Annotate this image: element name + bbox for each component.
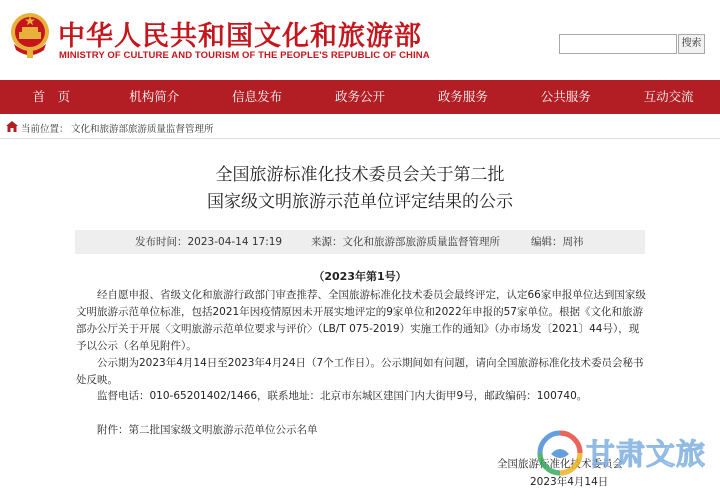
- article-title: [0, 162, 720, 216]
- article-title-line-1: 全国旅游标准化技术委员会关于第二批: [215, 165, 505, 185]
- article-meta-bar: [75, 230, 645, 254]
- site-subtitle: MINISTRY OF CULTURE AND TOURISM OF THE PEOPLE'S REPUBLIC OF CHINA: [59, 50, 430, 61]
- watermark-logo-icon: [537, 430, 583, 476]
- article-editor: 编辑：周祎: [531, 236, 584, 248]
- signature-date: 2023年4月14日: [530, 476, 609, 488]
- nav-item-organization[interactable]: 机构简介: [129, 89, 180, 104]
- body-paragraph-1: 经自愿申报、省级文化和旅游行政部门审查推荐、全国旅游标准化技术委员会最终评定，认定66家申报单位达到国家级文明旅游示范单位标准，包括2021年因疫情原因未开展实地评定的9家单位和2022年申报的57家单位。根据《文化和旅游部办公厅关于开展〈文明旅游示范单位要求与评价〉（LB/T 075-2019）实施工作的通知》（办市场发〔2021〕44号），现予以公示（名单见附件）。: [76, 289, 646, 352]
- national-emblem-icon[interactable]: [8, 10, 52, 60]
- nav-item-home[interactable]: 首 页: [32, 89, 71, 104]
- nav-item-news[interactable]: 信息发布: [232, 89, 283, 104]
- search-input[interactable]: [559, 34, 677, 54]
- signature-organization: 全国旅游标准化技术委员会: [497, 458, 623, 470]
- document-number: （2023年第1号）: [313, 270, 407, 283]
- main-nav: [0, 80, 720, 114]
- nav-item-interaction[interactable]: 互动交流: [643, 89, 694, 104]
- nav-item-public-services[interactable]: 公共服务: [540, 89, 591, 104]
- breadcrumb-label: 当前位置：: [21, 124, 69, 135]
- watermark-text: 甘肃文旅: [586, 437, 707, 471]
- site-title[interactable]: 中华人民共和国文化和旅游部: [58, 21, 422, 52]
- home-icon: [6, 121, 18, 132]
- breadcrumb-divider: [0, 138, 720, 139]
- watermark: [537, 428, 713, 478]
- breadcrumb: [0, 118, 720, 138]
- body-paragraph-2: 公示期为2023年4月14日至2023年4月24日（7个工作日）。公示期间如有问题，请向全国旅游标准化技术委员会秘书处反映。: [76, 357, 644, 386]
- body-paragraph-3: 监督电话：010-65201402/1466，联系地址：北京市东城区建国门内大街甲9号，邮政编码：100740。: [97, 390, 588, 402]
- article-title-line-2: 国家级文明旅游示范单位评定结果的公示: [207, 192, 513, 212]
- attachment-link[interactable]: 附件：第二批国家级文明旅游示范单位公示名单: [97, 424, 318, 436]
- article-source: 来源：文化和旅游部旅游质量监督管理所: [311, 236, 500, 248]
- nav-item-public-affairs[interactable]: 政务公开: [335, 89, 386, 104]
- publish-time: 发布时间：2023-04-14 17:19: [135, 236, 283, 248]
- search-button[interactable]: 搜索: [678, 34, 705, 54]
- site-header: [0, 0, 720, 78]
- breadcrumb-link[interactable]: 文化和旅游部旅游质量监督管理所: [71, 124, 214, 135]
- nav-item-government-services[interactable]: 政务服务: [437, 89, 488, 104]
